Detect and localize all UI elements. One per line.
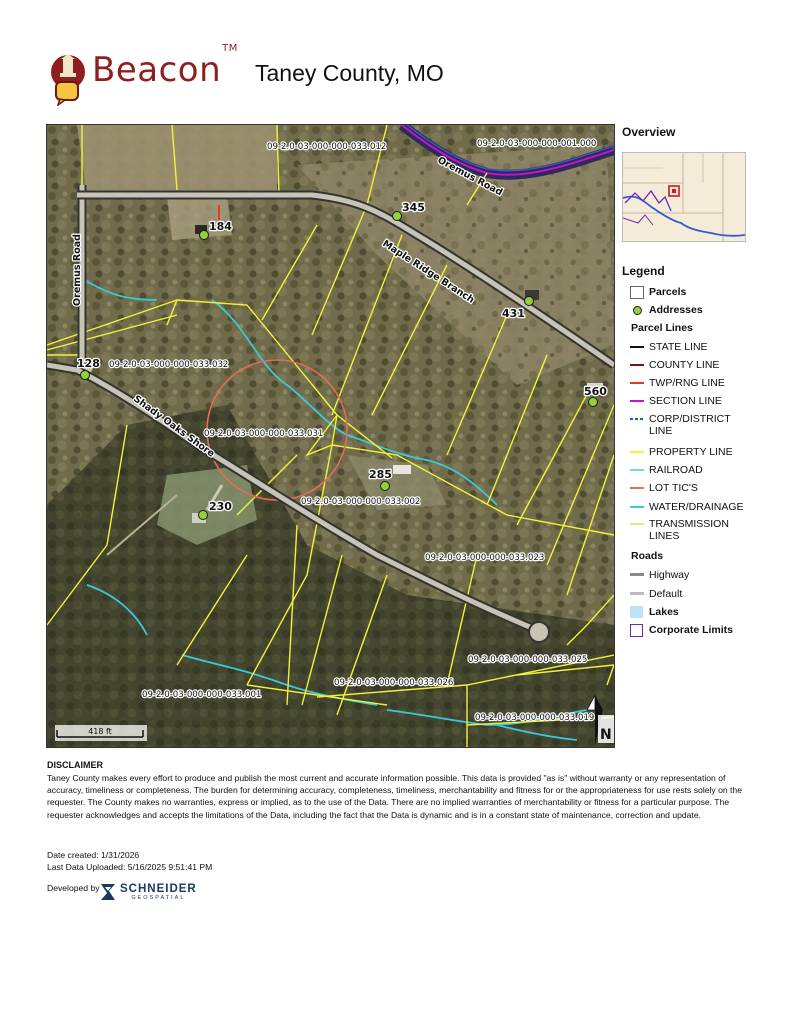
parcel-label: 09-2.0-03-000-000-033.002	[301, 497, 421, 507]
address-label: 431	[502, 307, 525, 320]
beacon-logo-icon	[48, 54, 88, 106]
legend-item-corporate-limits: Corporate Limits	[630, 623, 733, 637]
legend-item-county-line: COUNTY LINE	[630, 358, 719, 372]
date-created: Date created: 1/31/2026	[47, 850, 140, 860]
parcel-label: 09-2.0-03-000-000-033.032	[109, 360, 229, 370]
legend-item-lakes: Lakes	[630, 605, 679, 619]
road-label: Shady Oaks Shore	[131, 393, 217, 460]
address-label: 230	[209, 500, 232, 513]
road-label: Oremus Road	[435, 154, 505, 199]
legend-item-water-drainage: WATER/DRAINAGE	[630, 500, 744, 514]
address-point-icon[interactable]	[200, 231, 209, 240]
address-point-icon	[630, 304, 646, 316]
address-label: 285	[369, 468, 392, 481]
address-label: 560	[584, 385, 607, 398]
legend-item-lot-tics: LOT TIC'S	[630, 481, 698, 495]
legend-title: Legend	[622, 264, 665, 278]
schneider-icon	[99, 882, 117, 902]
legend-item-default-road: Default	[630, 587, 682, 601]
legend-item-transmission-lines: TRANSMISSION LINES	[630, 518, 738, 544]
legend-item-section-line: SECTION LINE	[630, 394, 722, 408]
address-label: 184	[209, 220, 232, 233]
disclaimer-title: DISCLAIMER	[47, 760, 103, 770]
parcel-label: 09-2.0-03-000-000-033.031	[204, 429, 324, 439]
parcel-label: 09-2.0-03-000-000-033.001	[142, 690, 262, 700]
address-point-icon[interactable]	[81, 371, 90, 380]
address-point-icon[interactable]	[393, 212, 402, 221]
svg-text:N: N	[600, 727, 612, 743]
legend-item-corp-district-line: CORP/DISTRICT LINE	[630, 413, 738, 439]
address-point-icon[interactable]	[381, 482, 390, 491]
disclaimer-text: Taney County makes every effort to produce and publish the most current and accurate information possible. This data is provided "as is" without warranty or any representation of accuracy, timeliness or completeness. The burden for determining accuracy, completeness, timeliness, merchantability and fitness for or the appropriateness for use rests solely on the requester. The County makes no warranties, express or implied, as to the use of the Data. There are no implied warranties of merchantability or fitness for a particular purpose. The requester acknowledges and accepts the limitations of the Data, including the fact that the Data is dynamic and is in a constant state of maintenance, correction and update.	[47, 773, 742, 820]
legend-item-highway: Highway	[630, 568, 689, 582]
legend-item-twp-rng-line: TWP/RNG LINE	[630, 376, 725, 390]
legend-heading-parcel-lines: Parcel Lines	[631, 322, 693, 334]
developer-name: SCHNEIDER	[120, 882, 197, 895]
address-point-icon[interactable]	[199, 511, 208, 520]
schneider-logo[interactable]	[99, 882, 197, 902]
legend-heading-roads: Roads	[631, 550, 664, 562]
developer-sub: GEOSPATIAL	[131, 894, 186, 901]
overview-title: Overview	[622, 125, 676, 139]
parcel-label: 09-2.0-03-000-000-001.000	[477, 139, 597, 149]
road-label: Maple Ridge Branch	[380, 238, 477, 306]
parcel-label: 09-2.0-03-000-000-033.023	[425, 553, 545, 563]
address-label: 128	[77, 357, 100, 370]
legend-item-property-line: PROPERTY LINE	[630, 445, 733, 459]
corporate-limits-swatch-icon	[630, 624, 646, 636]
lake-swatch-icon	[630, 606, 646, 618]
road-label: Oremus Road	[72, 234, 83, 306]
parcel-label: 09-2.0-03-000-000-033.019	[475, 713, 595, 723]
address-point-icon[interactable]	[589, 398, 598, 407]
data-uploaded: Last Data Uploaded: 5/16/2025 9:51:41 PM	[47, 862, 213, 872]
parcel-label: 09-2.0-03-000-000-033.026	[334, 678, 454, 688]
brand-name: Beacon™	[92, 42, 238, 90]
scale-bar	[55, 725, 147, 741]
scale-label: 418 ft	[88, 727, 112, 736]
legend-item-parcels: Parcels	[630, 285, 686, 299]
parcel-label: 09-2.0-03-000-000-033.025	[468, 655, 588, 665]
legend-item-addresses: Addresses	[630, 303, 703, 317]
overview-map[interactable]	[622, 152, 746, 242]
address-point-icon[interactable]	[525, 297, 534, 306]
legend-item-railroad: RAILROAD	[630, 463, 703, 477]
legend-item-state-line: STATE LINE	[630, 340, 708, 354]
address-label: 345	[402, 201, 425, 214]
page-title: Taney County, MO	[255, 60, 444, 86]
parcel-swatch-icon	[630, 286, 646, 298]
parcel-label: 09-2.0-03-000-000-033.012	[267, 142, 387, 152]
developed-by-label: Developed by	[47, 883, 100, 893]
aerial-map[interactable]	[46, 124, 615, 748]
